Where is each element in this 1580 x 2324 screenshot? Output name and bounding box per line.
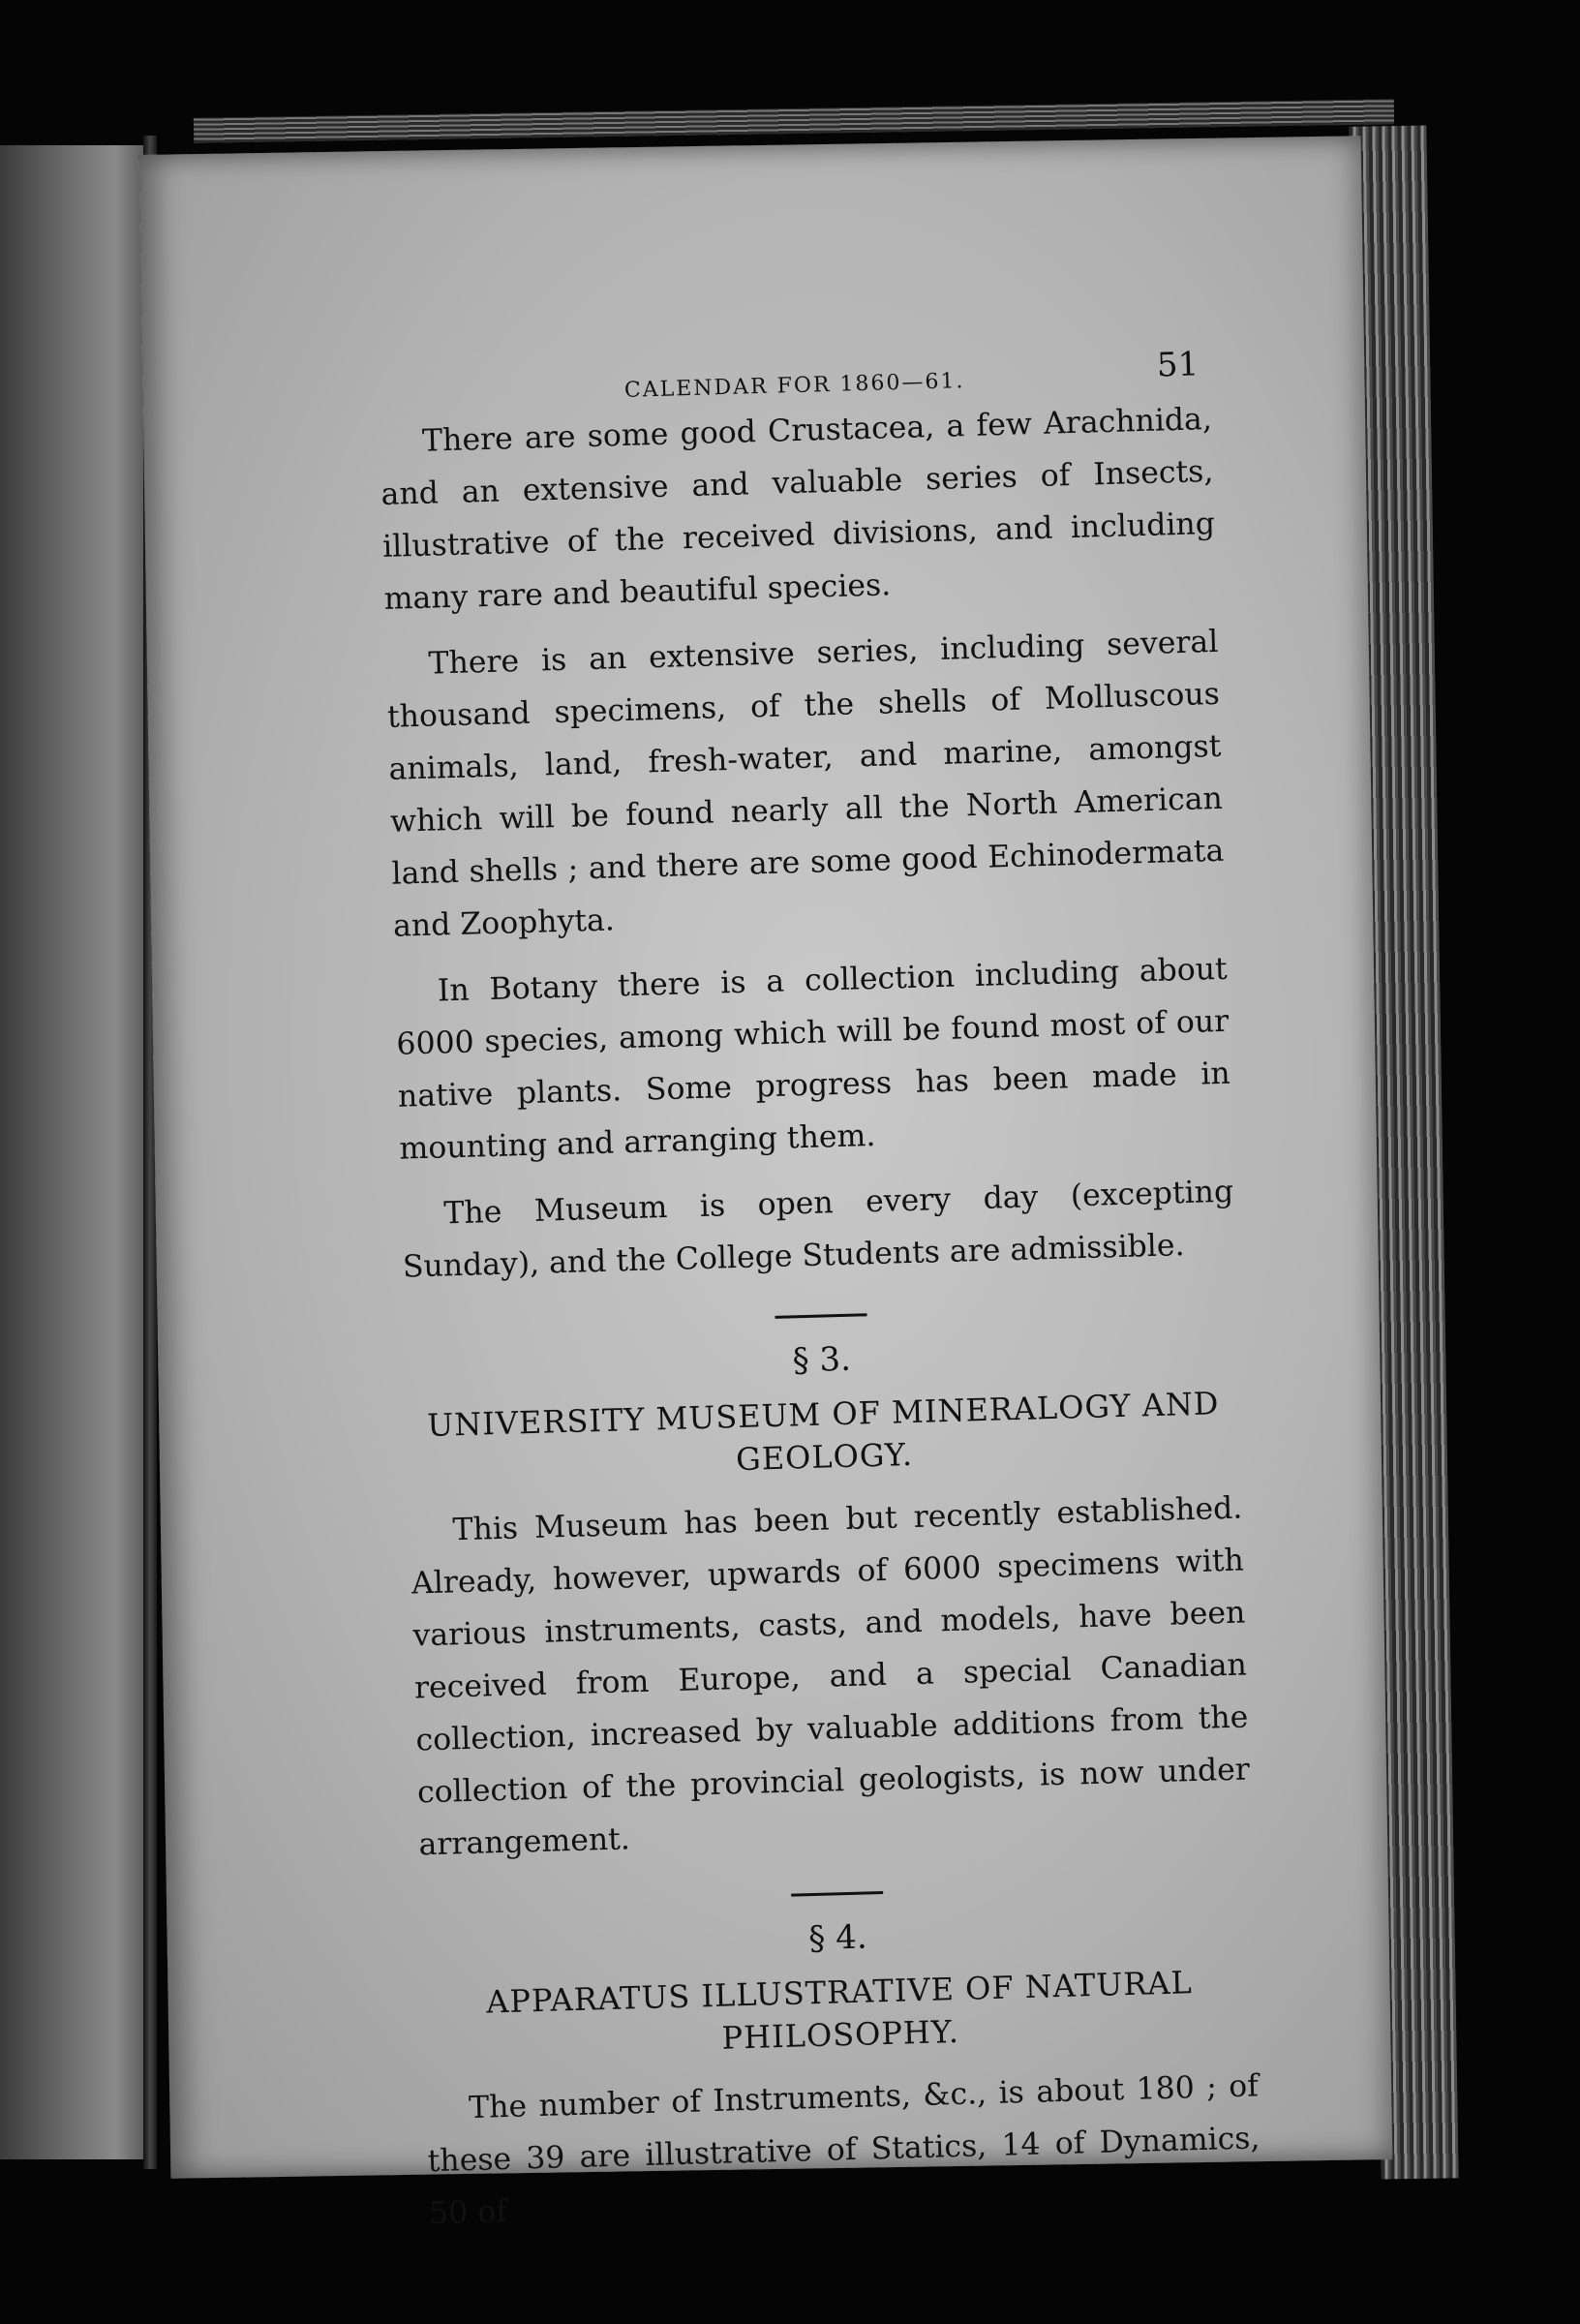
- section-3-heading: UNIVERSITY MUSEUM OF MINERALOGY AND GEOLOGY.: [426, 1385, 1220, 1479]
- page-stack-top-edge: [194, 99, 1394, 142]
- section-4-number: § 4.: [807, 1917, 868, 1959]
- paragraph-crustacea: There are some good Crustacea, a few Arachnida, and an extensive and valuable series of Insects, illustrative of the received divisions, and including many rare and beautiful species.: [380, 401, 1216, 617]
- paragraph-apparatus: The number of Instruments, &c., is about 180 ; of these 39 are illustrative of Statics, 14 of Dynamics, 50 of: [427, 2068, 1261, 2232]
- paragraph-mineralogy-museum: This Museum has been but recently established. Already, however, upwards of 6000 specimens with various instruments, casts, and models, have been received from Europe, and a special Canadian collection, increased by valuable additions from the collection of the provincial geologists, is now under arrangement.: [410, 1490, 1251, 1863]
- running-title: CALENDAR FOR 1860—61.: [623, 369, 965, 403]
- section-divider: [775, 1313, 866, 1319]
- section-4-heading: APPARATUS ILLUSTRATIVE OF NATURAL PHILOSOPHY.: [485, 1964, 1194, 2057]
- paragraph-botany: In Botany there is a collection including about 6000 species, among which will be found most of our native plants. Some progress has been made in mounting and arranging them.: [396, 951, 1231, 1167]
- page-number: 51: [1156, 345, 1200, 385]
- previous-page-edge: [0, 145, 148, 2159]
- paragraph-museum-open: The Museum is open every day (excepting Sunday), and the College Students are admissible.: [402, 1174, 1234, 1285]
- section-divider: [791, 1891, 883, 1897]
- page-text-block: [378, 345, 1262, 2240]
- paragraph-shells: There is an extensive series, including several thousand specimens, of the shells of Molluscous animals, land, fresh-water, and marine, amongst which will be found nearly all the North American land shells ; and there are some good Echinodermata and Zoophyta.: [386, 624, 1225, 944]
- section-3-number: § 3.: [792, 1339, 852, 1381]
